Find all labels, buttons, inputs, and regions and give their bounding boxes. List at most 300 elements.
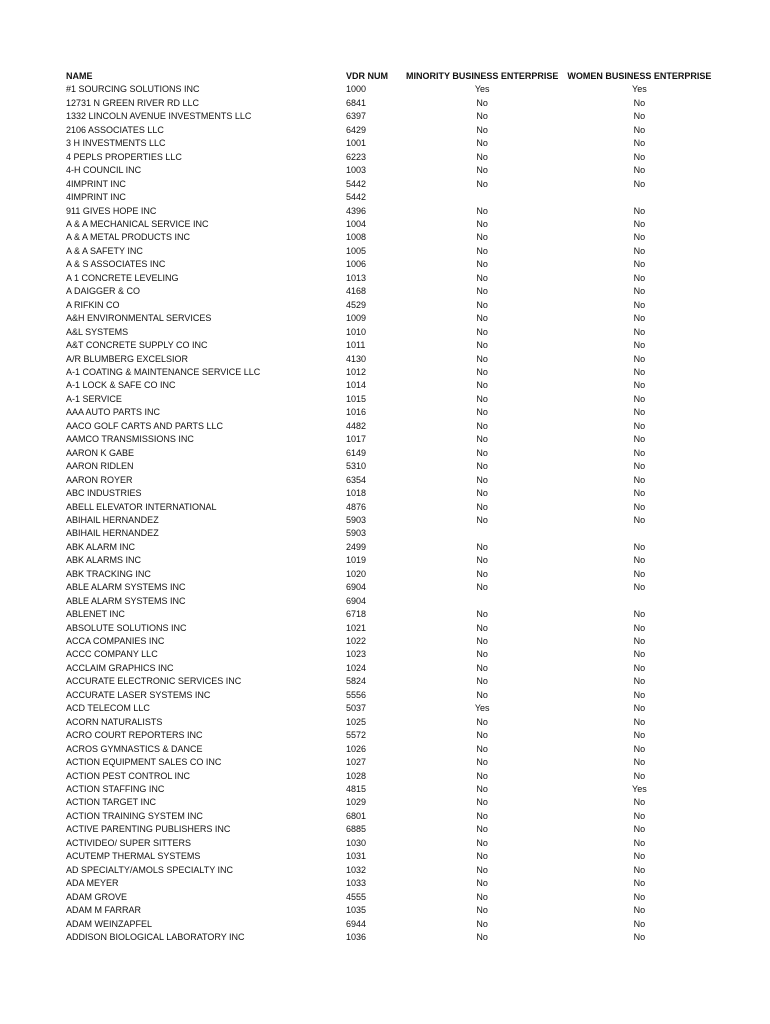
table-row	[66, 931, 720, 944]
cell-name: ABK ALARMS INC	[66, 555, 142, 566]
table-row	[66, 918, 720, 931]
cell-women-business-enterprise: Yes	[632, 784, 647, 795]
cell-minority-business-enterprise: No	[476, 555, 488, 566]
cell-name: ACCLAIM GRAPHICS INC	[66, 662, 174, 673]
cell-vdr-num: 1015	[346, 393, 367, 404]
cell-women-business-enterprise: No	[633, 97, 646, 108]
cell-women-business-enterprise: No	[633, 138, 646, 149]
cell-vdr-num: 5442	[346, 178, 367, 189]
cell-minority-business-enterprise: No	[476, 797, 488, 808]
cell-vdr-num: 1019	[346, 555, 367, 566]
table-row	[66, 420, 720, 433]
cell-women-business-enterprise: No	[633, 151, 646, 162]
cell-minority-business-enterprise: No	[476, 824, 488, 835]
cell-women-business-enterprise: No	[633, 932, 646, 942]
cell-vdr-num: 1033	[346, 878, 367, 889]
cell-women-business-enterprise: No	[633, 770, 646, 781]
cell-women-business-enterprise: No	[633, 420, 646, 431]
cell-name: ADAM WEINZAPFEL	[66, 918, 153, 929]
table-row	[66, 124, 720, 137]
cell-women-business-enterprise: No	[633, 810, 646, 821]
cell-name: A-1 COATING & MAINTENANCE SERVICE LLC	[66, 366, 261, 377]
table-row	[66, 622, 720, 635]
cell-name: 4IMPRINT INC	[66, 192, 126, 203]
cell-name: 4 PEPLS PROPERTIES LLC	[66, 151, 182, 162]
cell-vdr-num: 4130	[346, 353, 367, 364]
table-row	[66, 662, 720, 675]
cell-minority-business-enterprise: No	[476, 891, 488, 902]
table-row	[66, 137, 720, 150]
cell-minority-business-enterprise: No	[476, 165, 488, 176]
cell-minority-business-enterprise: No	[476, 864, 488, 875]
cell-name: 4-H COUNCIL INC	[66, 165, 142, 176]
cell-women-business-enterprise: No	[633, 353, 646, 364]
cell-vdr-num: 1010	[346, 326, 367, 337]
cell-vdr-num: 1018	[346, 488, 367, 499]
cell-vdr-num: 5572	[346, 730, 367, 741]
cell-name: ADAM M FARRAR	[66, 905, 142, 916]
cell-name: ABLE ALARM SYSTEMS INC	[66, 595, 186, 606]
cell-women-business-enterprise	[558, 527, 720, 540]
cell-women-business-enterprise: Yes	[632, 84, 647, 95]
cell-vdr-num: 4396	[346, 205, 367, 216]
table-row	[66, 326, 720, 339]
cell-vdr-num: 6944	[346, 918, 367, 929]
cell-women-business-enterprise: No	[633, 568, 646, 579]
cell-name: A-1 SERVICE	[66, 393, 122, 404]
cell-women-business-enterprise: No	[633, 461, 646, 472]
cell-name: ABK ALARM INC	[66, 541, 136, 552]
table-row	[66, 541, 720, 554]
table-row	[66, 877, 720, 890]
cell-name: A & A SAFETY INC	[66, 245, 143, 256]
cell-minority-business-enterprise: No	[476, 286, 488, 297]
cell-minority-business-enterprise: No	[476, 662, 488, 673]
cell-minority-business-enterprise: No	[476, 649, 488, 660]
table-row	[66, 716, 720, 729]
cell-women-business-enterprise: No	[633, 730, 646, 741]
cell-vdr-num: 4555	[346, 891, 367, 902]
cell-women-business-enterprise: No	[633, 447, 646, 458]
table-row	[66, 554, 720, 567]
cell-name: 3 H INVESTMENTS LLC	[66, 138, 166, 149]
cell-women-business-enterprise: No	[633, 205, 646, 216]
cell-name: A&L SYSTEMS	[66, 326, 129, 337]
cell-minority-business-enterprise: No	[476, 676, 488, 687]
cell-minority-business-enterprise: No	[476, 218, 488, 229]
cell-vdr-num: 5037	[346, 703, 367, 714]
cell-name: ACUTEMP THERMAL SYSTEMS	[66, 851, 201, 862]
cell-minority-business-enterprise: No	[476, 488, 488, 499]
table-row	[66, 218, 720, 231]
table-row	[66, 648, 720, 661]
cell-minority-business-enterprise: Yes	[474, 703, 490, 714]
cell-women-business-enterprise: No	[633, 918, 646, 929]
cell-vdr-num: 6429	[346, 124, 367, 135]
cell-name: ADDISON BIOLOGICAL LABORATORY INC	[66, 932, 245, 942]
cell-women-business-enterprise: No	[633, 582, 646, 593]
cell-name: ABLENET INC	[66, 609, 125, 620]
cell-name: ACD TELECOM LLC	[66, 703, 150, 714]
table-row	[66, 164, 720, 177]
cell-minority-business-enterprise: No	[476, 757, 488, 768]
cell-vdr-num: 6904	[346, 582, 367, 593]
cell-minority-business-enterprise: No	[476, 514, 488, 525]
cell-minority-business-enterprise: No	[476, 905, 488, 916]
cell-women-business-enterprise: No	[633, 380, 646, 391]
cell-name: ADA MEYER	[66, 878, 119, 889]
cell-vdr-num: 5903	[346, 528, 367, 539]
cell-minority-business-enterprise: Yes	[474, 84, 490, 95]
cell-vdr-num: 6149	[346, 447, 367, 458]
cell-name: 12731 N GREEN RIVER RD LLC	[66, 97, 200, 108]
cell-women-business-enterprise: No	[633, 662, 646, 673]
cell-minority-business-enterprise: No	[476, 461, 488, 472]
cell-vdr-num: 1011	[346, 340, 366, 351]
cell-name: #1 SOURCING SOLUTIONS INC	[66, 84, 200, 95]
cell-minority-business-enterprise	[406, 527, 558, 540]
cell-vdr-num: 1021	[346, 622, 367, 633]
cell-women-business-enterprise: No	[633, 259, 646, 270]
cell-women-business-enterprise: No	[633, 676, 646, 687]
cell-minority-business-enterprise: No	[476, 138, 488, 149]
table-row	[66, 783, 720, 796]
cell-minority-business-enterprise: No	[476, 178, 488, 189]
cell-minority-business-enterprise: No	[476, 326, 488, 337]
cell-women-business-enterprise: No	[633, 891, 646, 902]
cell-name: AACO GOLF CARTS AND PARTS LLC	[66, 420, 224, 431]
cell-name: A RIFKIN CO	[66, 299, 120, 310]
table-row	[66, 366, 720, 379]
cell-women-business-enterprise: No	[633, 124, 646, 135]
table-row	[66, 675, 720, 688]
cell-name: ACCC COMPANY LLC	[66, 649, 158, 660]
cell-women-business-enterprise: No	[633, 474, 646, 485]
cell-minority-business-enterprise: No	[476, 878, 488, 889]
table-row	[66, 191, 720, 204]
cell-minority-business-enterprise: No	[476, 97, 488, 108]
cell-minority-business-enterprise: No	[476, 851, 488, 862]
table-row	[66, 258, 720, 271]
cell-women-business-enterprise: No	[633, 514, 646, 525]
table-row	[66, 353, 720, 366]
cell-name: A/R BLUMBERG EXCELSIOR	[66, 353, 189, 364]
cell-name: A & A MECHANICAL SERVICE INC	[66, 218, 209, 229]
vendor-table	[66, 70, 720, 944]
cell-women-business-enterprise: No	[633, 313, 646, 324]
table-row	[66, 487, 720, 500]
cell-minority-business-enterprise: No	[476, 622, 488, 633]
cell-name: A & A METAL PRODUCTS INC	[66, 232, 191, 243]
cell-name: AARON K GABE	[66, 447, 135, 458]
cell-women-business-enterprise: No	[633, 488, 646, 499]
cell-name: AARON RIDLEN	[66, 461, 134, 472]
table-row	[66, 729, 720, 742]
cell-vdr-num: 4815	[346, 784, 367, 795]
cell-name: AD SPECIALTY/AMOLS SPECIALTY INC	[66, 864, 234, 875]
table-row	[66, 864, 720, 877]
cell-minority-business-enterprise: No	[476, 245, 488, 256]
cell-name: 4IMPRINT INC	[66, 178, 126, 189]
cell-vdr-num: 1013	[346, 272, 367, 283]
cell-minority-business-enterprise: No	[476, 932, 488, 942]
cell-women-business-enterprise: No	[633, 837, 646, 848]
cell-name: ACTION STAFFING INC	[66, 784, 165, 795]
cell-women-business-enterprise: No	[633, 689, 646, 700]
cell-vdr-num: 1035	[346, 905, 367, 916]
cell-minority-business-enterprise: No	[476, 568, 488, 579]
cell-women-business-enterprise: No	[633, 407, 646, 418]
cell-vdr-num: 1024	[346, 662, 367, 673]
cell-minority-business-enterprise: No	[476, 111, 488, 122]
cell-women-business-enterprise: No	[633, 272, 646, 283]
table-row	[66, 756, 720, 769]
cell-minority-business-enterprise: No	[476, 393, 488, 404]
cell-minority-business-enterprise: No	[476, 474, 488, 485]
cell-minority-business-enterprise: No	[476, 353, 488, 364]
cell-vdr-num: 6718	[346, 609, 367, 620]
table-row	[66, 702, 720, 715]
cell-women-business-enterprise: No	[633, 245, 646, 256]
cell-women-business-enterprise: No	[633, 905, 646, 916]
cell-women-business-enterprise: No	[633, 434, 646, 445]
cell-vdr-num: 5310	[346, 461, 367, 472]
table-row	[66, 770, 720, 783]
cell-minority-business-enterprise: No	[476, 151, 488, 162]
cell-vdr-num: 1017	[346, 434, 367, 445]
table-row	[66, 285, 720, 298]
cell-women-business-enterprise: No	[633, 878, 646, 889]
cell-minority-business-enterprise	[406, 191, 558, 204]
cell-vdr-num: 1026	[346, 743, 367, 754]
cell-minority-business-enterprise: No	[476, 784, 488, 795]
table-row	[66, 393, 720, 406]
table-row	[66, 823, 720, 836]
cell-minority-business-enterprise: No	[476, 259, 488, 270]
table-row	[66, 474, 720, 487]
cell-women-business-enterprise	[558, 191, 720, 204]
cell-women-business-enterprise: No	[633, 178, 646, 189]
table-row	[66, 595, 720, 608]
cell-name: ABC INDUSTRIES	[66, 488, 142, 499]
cell-vdr-num: 5556	[346, 689, 367, 700]
cell-vdr-num: 1001	[346, 138, 367, 149]
cell-name: AAA AUTO PARTS INC	[66, 407, 161, 418]
cell-women-business-enterprise: No	[633, 609, 646, 620]
cell-vdr-num: 6904	[346, 595, 367, 606]
cell-name: 1332 LINCOLN AVENUE INVESTMENTS LLC	[66, 111, 252, 122]
table-row	[66, 245, 720, 258]
cell-name: 2106 ASSOCIATES LLC	[66, 124, 164, 135]
cell-name: ACTION TARGET INC	[66, 797, 157, 808]
table-row	[66, 891, 720, 904]
cell-name: ACCURATE ELECTRONIC SERVICES INC	[66, 676, 242, 687]
cell-women-business-enterprise: No	[633, 797, 646, 808]
cell-minority-business-enterprise: No	[476, 124, 488, 135]
cell-minority-business-enterprise: No	[476, 609, 488, 620]
cell-women-business-enterprise: No	[633, 636, 646, 647]
cell-women-business-enterprise: No	[633, 743, 646, 754]
cell-women-business-enterprise: No	[633, 299, 646, 310]
cell-minority-business-enterprise: No	[476, 272, 488, 283]
table-row	[66, 904, 720, 917]
cell-vdr-num: 4529	[346, 299, 367, 310]
cell-name: AAMCO TRANSMISSIONS INC	[66, 434, 194, 445]
cell-minority-business-enterprise: No	[476, 380, 488, 391]
cell-name: AARON ROYER	[66, 474, 133, 485]
cell-name: ACROS GYMNASTICS & DANCE	[66, 743, 203, 754]
cell-vdr-num: 4168	[346, 286, 367, 297]
cell-minority-business-enterprise: No	[476, 366, 488, 377]
table-row	[66, 433, 720, 446]
cell-minority-business-enterprise: No	[476, 434, 488, 445]
cell-minority-business-enterprise: No	[476, 837, 488, 848]
cell-name: A&H ENVIRONMENTAL SERVICES	[66, 313, 212, 324]
cell-women-business-enterprise: No	[633, 649, 646, 660]
table-row	[66, 796, 720, 809]
cell-minority-business-enterprise: No	[476, 501, 488, 512]
cell-vdr-num: 1030	[346, 837, 367, 848]
table-row	[66, 743, 720, 756]
cell-women-business-enterprise: No	[633, 622, 646, 633]
cell-vdr-num: 6354	[346, 474, 367, 485]
cell-vdr-num: 1027	[346, 757, 367, 768]
cell-name: ABELL ELEVATOR INTERNATIONAL	[66, 501, 217, 512]
cell-vdr-num: 1036	[346, 932, 367, 942]
cell-name: ACRO COURT REPORTERS INC	[66, 730, 203, 741]
cell-women-business-enterprise: No	[633, 218, 646, 229]
header-minority-business-enterprise: MINORITY BUSINESS ENTERPRISE	[406, 71, 559, 81]
cell-minority-business-enterprise: No	[476, 299, 488, 310]
cell-women-business-enterprise: No	[633, 165, 646, 176]
cell-vdr-num: 1014	[346, 380, 367, 391]
cell-minority-business-enterprise: No	[476, 447, 488, 458]
table-row	[66, 689, 720, 702]
cell-women-business-enterprise: No	[633, 541, 646, 552]
cell-vdr-num: 4876	[346, 501, 367, 512]
cell-name: ABLE ALARM SYSTEMS INC	[66, 582, 186, 593]
table-row	[66, 379, 720, 392]
cell-minority-business-enterprise: No	[476, 730, 488, 741]
cell-name: ACTIVE PARENTING PUBLISHERS INC	[66, 824, 231, 835]
cell-minority-business-enterprise: No	[476, 810, 488, 821]
cell-minority-business-enterprise: No	[476, 420, 488, 431]
cell-women-business-enterprise: No	[633, 286, 646, 297]
cell-women-business-enterprise: No	[633, 326, 646, 337]
cell-vdr-num: 5903	[346, 514, 367, 525]
table-row	[66, 460, 720, 473]
cell-vdr-num: 4482	[346, 420, 367, 431]
cell-women-business-enterprise: No	[633, 703, 646, 714]
cell-women-business-enterprise: No	[633, 716, 646, 727]
cell-women-business-enterprise: No	[633, 340, 646, 351]
cell-name: A & S ASSOCIATES INC	[66, 259, 166, 270]
header-name: NAME	[66, 71, 93, 81]
cell-vdr-num: 1006	[346, 259, 367, 270]
table-row	[66, 178, 720, 191]
cell-minority-business-enterprise: No	[476, 636, 488, 647]
cell-women-business-enterprise	[558, 595, 720, 608]
cell-name: A 1 CONCRETE LEVELING	[66, 272, 179, 283]
cell-vdr-num: 5442	[346, 192, 367, 203]
cell-vdr-num: 6841	[346, 97, 367, 108]
cell-women-business-enterprise: No	[633, 393, 646, 404]
cell-vdr-num: 1032	[346, 864, 367, 875]
cell-vdr-num: 6397	[346, 111, 367, 122]
cell-minority-business-enterprise: No	[476, 232, 488, 243]
cell-minority-business-enterprise: No	[476, 918, 488, 929]
cell-name: A-1 LOCK & SAFE CO INC	[66, 380, 176, 391]
cell-name: ACTION EQUIPMENT SALES CO INC	[66, 757, 222, 768]
table-row	[66, 97, 720, 110]
cell-women-business-enterprise: No	[633, 851, 646, 862]
header-women-business-enterprise: WOMEN BUSINESS ENTERPRISE	[567, 71, 712, 81]
table-row	[66, 581, 720, 594]
cell-name: ADAM GROVE	[66, 891, 128, 902]
table-row	[66, 205, 720, 218]
cell-women-business-enterprise: No	[633, 864, 646, 875]
cell-women-business-enterprise: No	[633, 232, 646, 243]
table-row	[66, 312, 720, 325]
cell-vdr-num: 1031	[346, 851, 367, 862]
cell-name: ABK TRACKING INC	[66, 568, 151, 579]
table-row	[66, 339, 720, 352]
cell-vdr-num: 1008	[346, 232, 367, 243]
cell-vdr-num: 1016	[346, 407, 367, 418]
cell-name: ACCA COMPANIES INC	[66, 636, 165, 647]
cell-minority-business-enterprise: No	[476, 541, 488, 552]
table-row	[66, 151, 720, 164]
table-row	[66, 635, 720, 648]
table-row	[66, 527, 720, 540]
cell-vdr-num: 6801	[346, 810, 367, 821]
cell-name: ABIHAIL HERNANDEZ	[66, 514, 159, 525]
cell-minority-business-enterprise: No	[476, 205, 488, 216]
cell-vdr-num: 1022	[346, 636, 367, 647]
table-row	[66, 850, 720, 863]
table-row	[66, 231, 720, 244]
cell-vdr-num: 1005	[346, 245, 367, 256]
table-row	[66, 608, 720, 621]
cell-minority-business-enterprise: No	[476, 770, 488, 781]
cell-minority-business-enterprise: No	[476, 716, 488, 727]
cell-vdr-num: 1023	[346, 649, 367, 660]
cell-minority-business-enterprise	[406, 595, 558, 608]
cell-vdr-num: 2499	[346, 541, 367, 552]
cell-vdr-num: 1003	[346, 165, 367, 176]
cell-name: ACTION TRAINING SYSTEM INC	[66, 810, 203, 821]
table-row	[66, 406, 720, 419]
cell-vdr-num: 1012	[346, 366, 367, 377]
cell-women-business-enterprise: No	[633, 757, 646, 768]
cell-minority-business-enterprise: No	[476, 407, 488, 418]
cell-name: ABSOLUTE SOLUTIONS INC	[66, 622, 187, 633]
table-row	[66, 837, 720, 850]
cell-name: ACORN NATURALISTS	[66, 716, 163, 727]
cell-name: ABIHAIL HERNANDEZ	[66, 528, 159, 539]
cell-vdr-num: 1029	[346, 797, 367, 808]
cell-vdr-num: 6223	[346, 151, 367, 162]
header-row	[66, 70, 720, 83]
cell-women-business-enterprise: No	[633, 555, 646, 566]
cell-vdr-num: 6885	[346, 824, 367, 835]
cell-women-business-enterprise: No	[633, 366, 646, 377]
cell-vdr-num: 1020	[346, 568, 367, 579]
cell-name: ACTIVIDEO/ SUPER SITTERS	[66, 837, 192, 848]
cell-name: A DAIGGER & CO	[66, 286, 141, 297]
cell-minority-business-enterprise: No	[476, 582, 488, 593]
cell-women-business-enterprise: No	[633, 824, 646, 835]
